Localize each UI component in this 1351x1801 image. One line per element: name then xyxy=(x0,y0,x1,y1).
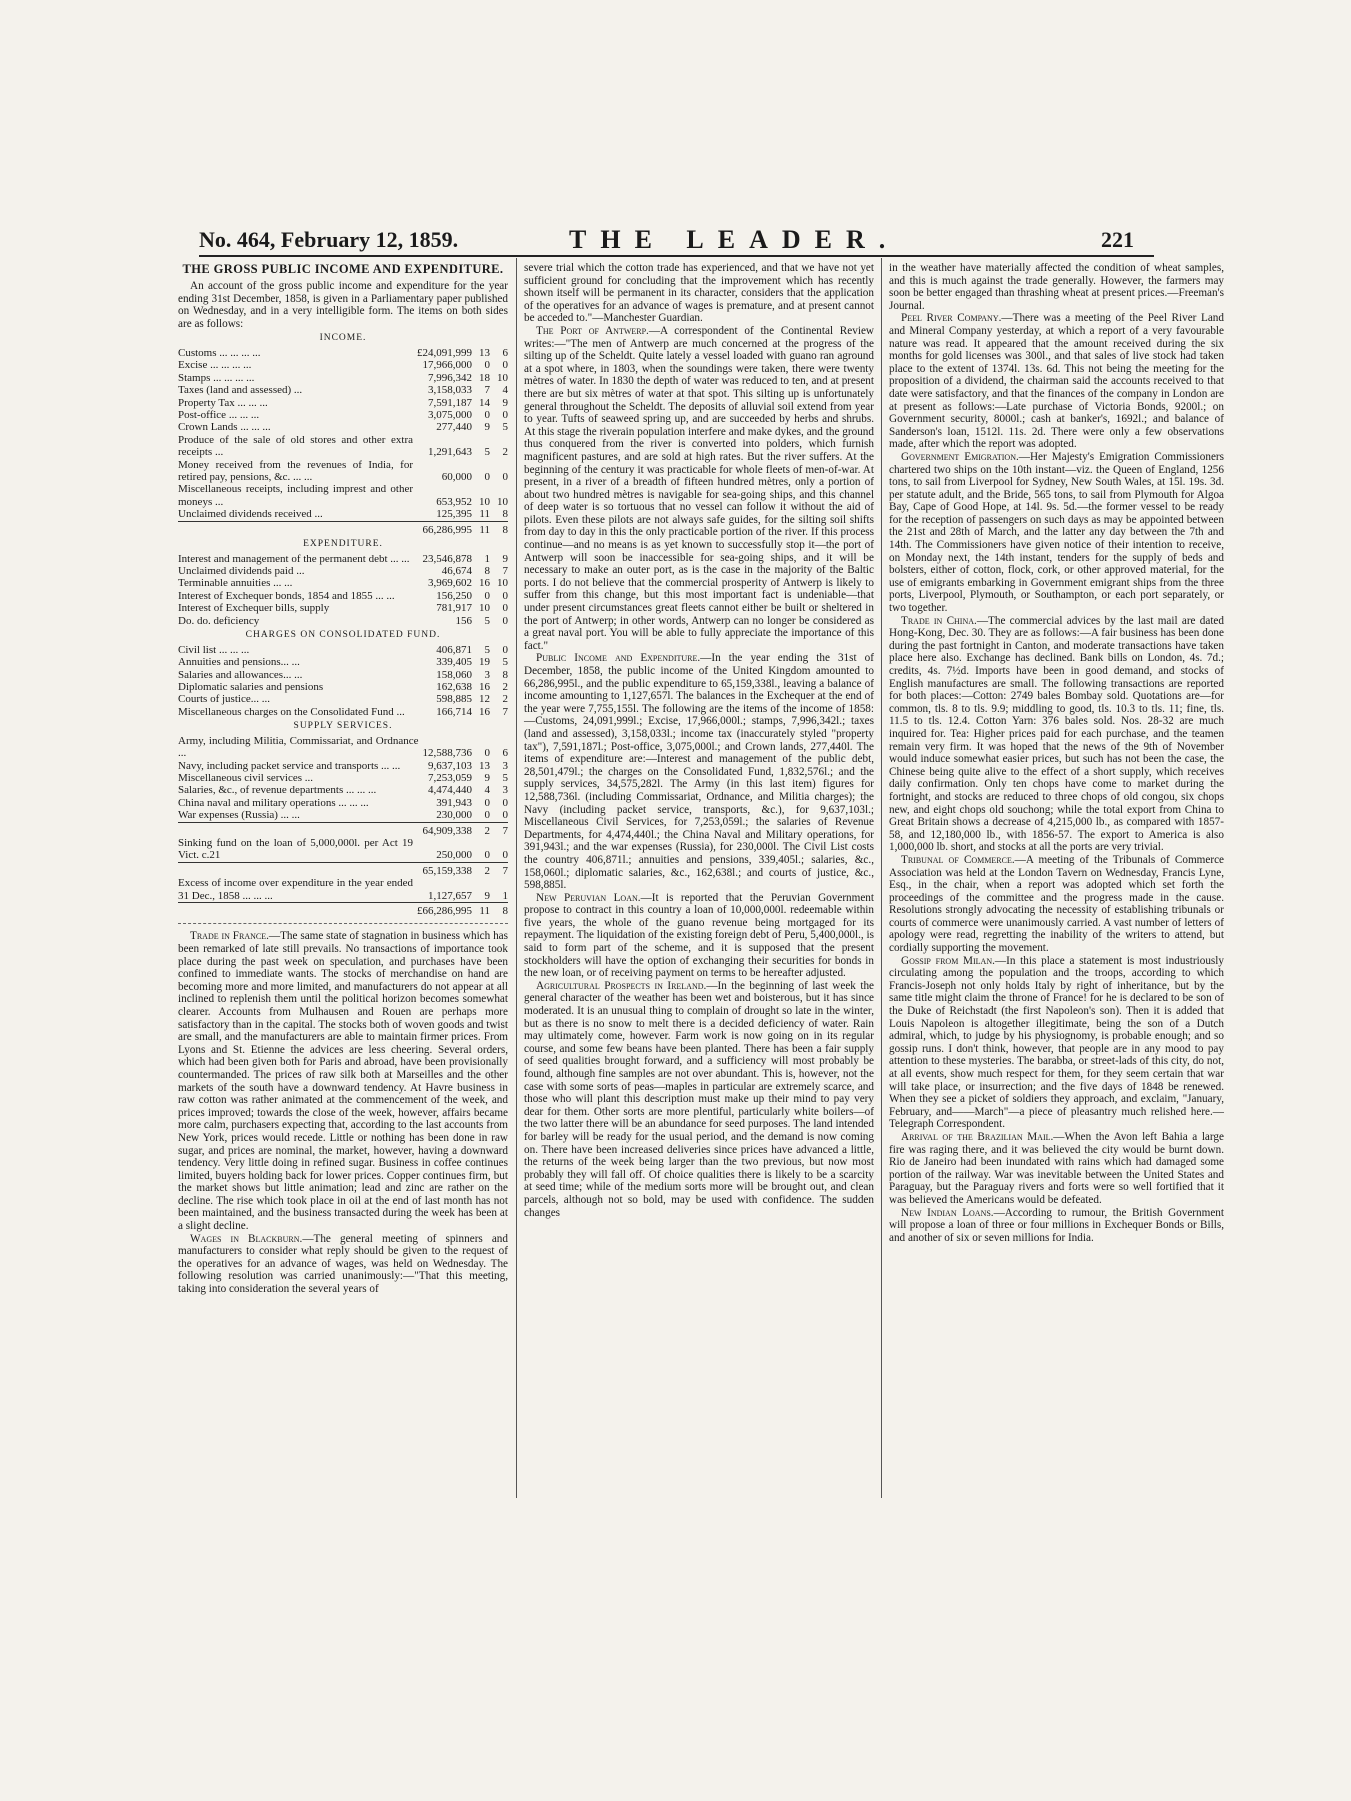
expenditure-heading: EXPENDITURE. xyxy=(303,539,383,550)
article-heading: The Port of Antwerp. xyxy=(536,324,649,337)
column-1 xyxy=(178,262,508,1296)
article-heading: New Indian Loans. xyxy=(901,1206,994,1219)
consolidated-heading: CHARGES ON CONSOLIDATED FUND. xyxy=(245,630,441,641)
article-text: —In the year ending the 31st of December, 1858, the public income of the United Kingdom amounted to 66,286,995l., and the public expenditure to 65,159,338l., leaving a balance of income amounting to 1,127,657l. The balances in the Exchequer at the end of the year were 7,755,155l. The following are the items of the income of 1858:—Customs, 24,091,999l.; Excise, 17,966,000l.; stamps, 7,996,342l.; taxes (land and assessed), 3,158,033l.; income tax (inaccurately styled "property tax"), 7,591,187l.; Post-office, 3,075,000l.; and Crown lands, 277,440l. The items of expenditure are:—Interest and management of the public debt, 28,501,479l.; the charges on the Consolidated Fund, 1,832,576l.; and the supply services, 34,575,282l. The Army (in this last item) figures for 12,588,736l. (including Commissariat, Ordnance, and Militia charges); the Navy (including packet service, transports, &c.), for 9,637,103l.; Miscellaneous Civil Services, for 7,253,059l.; the salaries of Revenue Departments, for 4,474,440l.; the China Naval and Military operations, for 391,943l.; and the war expenses (Russia), for 230,000l. The Civil List costs the country 406,871l.; annuities and pensions, 339,405l.; salaries, &c., 158,060l.; diplomatic salaries, &c., 162,638l.; and courts of justice, &c., 598,885l. xyxy=(524,652,874,892)
article-heading: Tribunal of Commerce. xyxy=(901,853,1015,866)
article-heading: Government Emigration. xyxy=(901,450,1019,463)
row-label: Excise ... ... ... ... xyxy=(178,359,252,372)
income-heading: INCOME. xyxy=(319,333,367,344)
grand-total-row: £66,286,995 11 8 xyxy=(178,903,508,918)
account-row xyxy=(178,706,508,718)
consolidated-table xyxy=(178,644,508,718)
row-label: Crown Lands ... ... ... xyxy=(178,421,271,434)
account-row xyxy=(178,359,508,371)
account-row xyxy=(178,615,508,627)
row-label: Civil list ... ... ... xyxy=(178,643,250,656)
row-pounds: 7,591,187 xyxy=(428,396,472,409)
row-pounds: 781,917 xyxy=(436,602,472,615)
row-shillings: 13 xyxy=(479,346,490,359)
row-shillings: 5 xyxy=(484,446,490,459)
section-title: THE GROSS PUBLIC INCOME AND EXPENDITURE. xyxy=(182,262,504,276)
column-3 xyxy=(889,262,1224,1244)
article-paragraph xyxy=(524,892,874,980)
article-paragraph xyxy=(889,1131,1224,1207)
row-shillings: 16 xyxy=(479,680,490,693)
row-label: Taxes (land and assessed) ... xyxy=(178,384,303,397)
row-label: Post-office ... ... ... xyxy=(178,409,260,421)
row-label: Customs ... ... ... ... xyxy=(178,346,261,359)
row-pounds: 17,966,000 xyxy=(422,359,472,372)
row-shillings: 19 xyxy=(479,656,490,669)
account-row xyxy=(178,409,508,421)
article-paragraph xyxy=(524,652,874,891)
row-label: China naval and military operations ... ... ... xyxy=(178,796,369,809)
account-row xyxy=(178,693,508,705)
row-pence: 0 xyxy=(502,471,508,484)
row-label: Annuities and pensions... ... xyxy=(178,656,300,669)
row-shillings: 10 xyxy=(479,602,490,615)
row-pence: 0 xyxy=(502,643,508,656)
article-paragraph xyxy=(889,262,1224,312)
row-pence: 3 xyxy=(502,784,508,797)
row-pounds: 60,000 xyxy=(441,471,472,484)
row-shillings: 0 xyxy=(484,471,490,484)
intro-paragraph: An account of the gross public income and expenditure for the year ending 31st December, 1858, is given in a Parliamentary paper published on Wednesday, and in a very intelligible form. The items on both sides are as follows: xyxy=(178,280,508,330)
column-2 xyxy=(524,262,874,1219)
row-label: Miscellaneous receipts, including imprest and other moneys ... xyxy=(178,483,413,508)
row-pounds: 339,405 xyxy=(436,656,472,669)
row-pounds: 12,588,736 xyxy=(422,747,472,760)
article-paragraph xyxy=(178,930,508,1232)
subtotal-row: 65,159,338 2 7 xyxy=(178,862,508,877)
row-pounds: 391,943 xyxy=(436,796,472,809)
article-heading: Trade in China. xyxy=(901,614,977,627)
row-pence: 9 xyxy=(502,552,508,565)
article-text: —Her Majesty's Emigration Commissioners chartered two ships on the 10th instant—viz. the Queen of England, 1256 tons, to sail from Liverpool for Sydney, New South Wales, at 15l. 19s. 3d. per statute adult, and the Bride, 565 tons, to sail from Plymouth for Algoa Bay, Cape of Good Hope, at 14l. 9s. 5d.—the former vessel to be ready for the reception of passengers on such days as may be appointed between the 21st and 28th of March, and the latter any day between the 7th and 14th. The Commissioners have given notice of their intention to receive, on Monday next, the 14th instant, tenders for the supply of beds and bolsters, either of cotton, flock, cork, or other approved material, for the use of emigrants embarking in Government emigrant ships from the three ports, Liverpool, Plymouth, or Southampton, or each port separately, or two together. xyxy=(889,450,1224,615)
row-shillings: 3 xyxy=(484,668,490,681)
row-pence: 7 xyxy=(502,705,508,718)
subtotal-row: 64,909,338 2 7 xyxy=(178,822,508,837)
sinking-fund-row: Sinking fund on the loan of 5,000,000l. per Act 19 Vict. c.21 250,000 0 0 xyxy=(178,836,508,862)
article-text: —A meeting of the Tribunals of Commerce Association was held at the London Tavern on Wednesday, Francis Lyne, Esq., in the chair, when a report was adopted which set forth the proceedings of the committee and the progress made in the cause. Resolutions strongly advocating the necessity of establishing tribunals or courts of commerce were unanimously carried. A vast number of letters of apology were read, regretting the inability of the writers to attend, but cordially supporting the movement. xyxy=(889,853,1224,955)
row-pence: 2 xyxy=(502,693,508,706)
account-row xyxy=(178,797,508,809)
article-heading: Agricultural Prospects in Ireland. xyxy=(536,979,707,992)
row-pence: 0 xyxy=(502,602,508,615)
account-row xyxy=(178,784,508,796)
row-label: Property Tax ... ... ... xyxy=(178,396,268,409)
row-label: Do. do. deficiency xyxy=(178,614,260,627)
row-pence: 5 xyxy=(502,421,508,434)
row-pence: 0 xyxy=(502,614,508,627)
row-shillings: 16 xyxy=(479,577,490,590)
row-pence: 8 xyxy=(502,668,508,681)
article-paragraph xyxy=(889,451,1224,615)
row-pence: 5 xyxy=(502,771,508,784)
supply-heading: SUPPLY SERVICES. xyxy=(293,721,393,732)
row-label: Diplomatic salaries and pensions xyxy=(178,680,324,693)
account-row xyxy=(178,508,508,520)
article-text: —The general meeting of spinners and manufacturers to consider what reply should be given to the request of the operatives for an advance of wages, was held on Wednesday. The following resolution was carried unanimously:—"That this meeting, taking into consideration the several years of xyxy=(178,1232,508,1296)
article-paragraph xyxy=(524,262,874,325)
row-label: Stamps ... ... ... ... xyxy=(178,371,255,384)
row-label: Miscellaneous civil services ... xyxy=(178,771,314,784)
row-pounds: 1,291,643 xyxy=(428,446,472,459)
row-pounds: 7,253,059 xyxy=(428,771,472,784)
masthead xyxy=(199,223,1154,257)
row-label: Unclaimed dividends paid ... xyxy=(178,565,305,578)
article-heading: Gossip from Milan. xyxy=(901,954,995,967)
row-label: Army, including Militia, Commissariat, and Ordnance ... xyxy=(178,734,419,760)
column-rule xyxy=(881,258,882,1498)
row-label: Interest of Exchequer bills, supply xyxy=(178,602,330,615)
article-text: —When the Avon left Bahia a large fire was raging there, and it was believed the city would be burnt down. Rio de Janeiro had been inundated with rains which had damaged some portion of the railway. War was inevitable between the United States and Paraguay, but the Paraguay rivers and forts were so well fortified that it was believed the Americans would be defeated. xyxy=(889,1130,1224,1206)
row-pence: 2 xyxy=(502,680,508,693)
account-row xyxy=(178,602,508,614)
account-row xyxy=(178,760,508,772)
article-text: —In the beginning of last week the general character of the weather has been wet and boisterous, but it has since moderated. It is an unusual thing to complain of drought so late in the winter, but as there is no snow to melt there is a decided deficiency of water. Rain may ultimately come, however. Farm work is now going on in its regular course, and some few beans have been planted. There has been a fair supply of seed qualities brought forward, and a sufficiency will most probably be found, although fine samples are not over abundant. This is, however, not the case with some sorts of peas—maples in particular are extremely scarce, and those who will plant this description must make up their mind to pay very dear for them. Other sorts are more plentiful, particularly white boilers—of the two latter there will be an abundance for seed purposes. The land intended for barley will be ready for the usual period, and the demand is now coming on. There have been increased deliveries since prices have advanced a little, the returns of the week being larger than the two previous, but now most probably they will fall off. Of choice qualities there is likely to be a scarcity at seed time; while of the medium sorts more will be brought out, and clean parcels, although not so bold, may be used with confidence. The sudden changes xyxy=(524,979,875,1219)
row-pounds: 166,714 xyxy=(436,705,472,718)
row-shillings: 16 xyxy=(479,705,490,718)
row-label: Courts of justice... ... xyxy=(178,693,270,706)
row-pounds: 156,250 xyxy=(436,589,472,602)
issue-date: No. 464, February 12, 1859. xyxy=(199,227,459,252)
account-row xyxy=(178,397,508,409)
account-row xyxy=(178,644,508,656)
account-row xyxy=(178,656,508,668)
row-shillings: 14 xyxy=(479,396,490,409)
account-row xyxy=(178,347,508,359)
row-label: Unclaimed dividends received ... xyxy=(178,508,323,521)
row-pounds: 230,000 xyxy=(436,809,472,822)
row-shillings: 0 xyxy=(484,359,490,372)
row-shillings: 5 xyxy=(484,643,490,656)
row-label: Salaries, &c., of revenue departments ... ... ... xyxy=(178,784,377,797)
article-text: —In this place a statement is most industriously circulating among the population and the troops, according to which Francis-Joseph not only holds Italy by right of inheritance, but by the same title might claim the throne of France! for he is declared to be son of the Duke of Reichstadt (the first Napoleon's son). Then it is added that Louis Napoleon is altogether illegitimate, being the son of a Dutch admiral, which, to judge by his physiognomy, is probable enough; and so gossip runs. I don't think, however, that people are in any mood to pay attention to these mysteries. The barabba, or street-lads of this city, do not, at all events, show much respect for them, for they seem certain that war will take place, or insurrection; and the five days of 1848 be renewed. When they see a picket of soldiers they approach, and exclaim, "January, February, and——March"—a piece of pleasantry much relished here.—Telegraph Correspondent. xyxy=(889,954,1224,1131)
account-row xyxy=(178,809,508,821)
row-pounds: 277,440 xyxy=(436,421,472,434)
account-row xyxy=(178,565,508,577)
row-shillings: 12 xyxy=(479,693,490,706)
account-row xyxy=(178,434,508,459)
row-shillings: 1 xyxy=(484,552,490,565)
row-shillings: 0 xyxy=(484,409,490,421)
row-pounds: 3,158,033 xyxy=(428,384,472,397)
row-shillings: 10 xyxy=(479,495,490,508)
row-pence: 10 xyxy=(497,495,508,508)
newspaper-title: THE LEADER. xyxy=(569,225,900,254)
article-paragraph xyxy=(524,980,874,1219)
row-label: Produce of the sale of old stores and other extra receipts ... xyxy=(178,433,413,459)
row-shillings: 9 xyxy=(484,421,490,434)
row-pounds: 162,638 xyxy=(436,680,472,693)
article-heading: New Peruvian Loan. xyxy=(536,891,641,904)
account-row xyxy=(178,590,508,602)
account-row xyxy=(178,483,508,508)
income-total-row: 66,286,995 11 8 xyxy=(178,521,508,536)
row-shillings: 4 xyxy=(484,784,490,797)
article-text: —According to rumour, the British Government will propose a loan of three or four millions in Exchequer Bonds or Bills, and another of six or seven millions for India. xyxy=(889,1206,1224,1244)
page-number: 221 xyxy=(1101,227,1134,252)
account-row xyxy=(178,681,508,693)
excess-row: Excess of income over expenditure in the year ended 31 Dec., 1858 ... ... ... 1,127,657 9 1 xyxy=(178,877,508,902)
row-pounds: £24,091,999 xyxy=(417,346,472,359)
row-pounds: 9,637,103 xyxy=(428,759,472,772)
row-shillings: 0 xyxy=(484,589,490,602)
row-pence: 6 xyxy=(502,346,508,359)
article-text: —There was a meeting of the Peel River Land and Mineral Company yesterday, at which a report of a very favourable nature was read. It appeared that the amount received during the six months for gold licenses was 300l., and that sales of live stock had taken place to the extent of 1374l. 13s. 6d. This not being the meeting for the proposition of a dividend, the chairman said the accounts received to that date were satisfactory, and that the finances of the company in London are at present as follows:—Late purchase of Victoria Bonds, 9200l.; on Government security, 8000l.; cash at banker's, 1692l.; and balance of Sanderson's loan, 1512l. 11s. 2d. There were only a few observations made, after which the report was adopted. xyxy=(889,312,1224,451)
row-pounds: 158,060 xyxy=(436,668,472,681)
article-paragraph xyxy=(524,325,874,652)
row-shillings: 7 xyxy=(484,384,490,397)
row-shillings: 5 xyxy=(484,614,490,627)
article-paragraph xyxy=(889,955,1224,1131)
row-pence: 8 xyxy=(502,508,508,521)
row-shillings: 8 xyxy=(484,565,490,578)
account-row xyxy=(178,372,508,384)
income-table xyxy=(178,347,508,521)
article-text: —The commercial advices by the last mail are dated Hong-Kong, Dec. 30. They are as follows:—A fair business has been done during the past fortnight in Canton, and moderate transactions have taken place here also. Exchange has declined. Bank bills on London, 4s. 7d.; credits, 4s. 7½d. Imports have been in good demand, and stocks of English manufactures are small. The following transactions are reported for both places:—Cotton: 2749 bales Bombay sold. Quotations are—for common, tls. 8 to tls. 9.9; middling to good, tls. 10.3 to tls. 11; fine, tls. 11.5 to tls. 12.4. Cotton Yarn: 376 bales sold. Nos. 28-32 are much inquired for. Tea: Higher prices paid for each purchase, and the teamen remain very firm. It was hoped that the news of the 9th of November would induce somewhat easier prices, but such has not been the case, the Chinese being quite alive to the effect of a short supply, which receives daily confirmation. Only ten chops have come to market during the fortnight, and stocks are reduced to three chops of old congou, six chops new, and eight chops old souchong; while the total export from China to Great Britain shows a decrease of 4,215,000 lb., as compared with 1857-58, and 12,180,000 lb., with 1856-57. The export to America is also 1,000,000 lb. short, and stocks at all the ports are very trivial. xyxy=(889,614,1224,854)
row-pence: 0 xyxy=(502,809,508,822)
account-row xyxy=(178,421,508,433)
row-pence: 6 xyxy=(502,747,508,760)
article-heading: Wages in Blackburn. xyxy=(190,1232,303,1245)
row-pence: 3 xyxy=(502,759,508,772)
row-label: Money received from the revenues of India, for retired pay, pensions, &c. ... ... xyxy=(178,458,413,484)
row-label: Salaries and allowances... ... xyxy=(178,668,303,681)
row-shillings: 0 xyxy=(484,747,490,760)
row-pence: 4 xyxy=(502,384,508,397)
row-pence: 7 xyxy=(502,565,508,578)
row-shillings: 18 xyxy=(479,371,490,384)
row-pounds: 46,674 xyxy=(441,565,472,578)
article-text: in the weather have materially affected the condition of wheat samples, and this is much against the trade generally. However, the farmers may soon be better engaged than thrashing wheat at present prices.—Freeman's Journal. xyxy=(889,262,1224,312)
account-row xyxy=(178,735,508,760)
row-pounds: 4,474,440 xyxy=(428,784,472,797)
row-label: Miscellaneous charges on the Consolidated Fund ... xyxy=(178,705,405,718)
row-pence: 0 xyxy=(502,589,508,602)
article-text: —It is reported that the Peruvian Government propose to contract in this country a loan of 10,000,000l. redeemable within five years, the whole of the guano revenue being mortgaged for its repayment. The liquidation of the existing foreign debt of Peru, 5,400,000l., is said to form part of the scheme, and it is supposed that the present stockholders will have the option of exchanging their securities for bonds in the new loan, or of receiving payment on terms to be hereafter adjusted. xyxy=(524,891,875,980)
row-shillings: 11 xyxy=(479,508,490,521)
row-label: Navy, including packet service and transports ... ... xyxy=(178,759,401,772)
account-row xyxy=(178,669,508,681)
row-pence: 10 xyxy=(497,577,508,590)
row-pounds: 3,075,000 xyxy=(428,409,472,421)
row-pounds: 406,871 xyxy=(436,643,472,656)
row-pounds: 156 xyxy=(455,614,472,627)
row-label: Interest of Exchequer bonds, 1854 and 1855 ... ... xyxy=(178,589,395,602)
article-text: severe trial which the cotton trade has experienced, and that we have not yet sufficient ground for concluding that the improvement which has recently shown itself will be permanent in its character, considers that the application of the operatives for an advance of wages is premature, and at present cannot be acceded to."—Manchester Guardian. xyxy=(524,262,874,325)
row-shillings: 0 xyxy=(484,809,490,822)
article-heading: Trade in France. xyxy=(190,930,269,943)
column-rule xyxy=(516,258,517,1498)
row-shillings: 0 xyxy=(484,796,490,809)
row-pounds: 3,969,602 xyxy=(428,577,472,590)
expenditure-table xyxy=(178,553,508,627)
row-pence: 0 xyxy=(502,359,508,372)
account-row xyxy=(178,772,508,784)
article-paragraph xyxy=(889,312,1224,451)
row-pence: 5 xyxy=(502,656,508,669)
row-pounds: 7,996,342 xyxy=(428,371,472,384)
row-pence: 10 xyxy=(497,371,508,384)
row-pounds: 125,395 xyxy=(436,508,472,521)
supply-table xyxy=(178,735,508,822)
divider xyxy=(178,923,508,924)
row-shillings: 13 xyxy=(479,759,490,772)
article-text: —A correspondent of the Continental Review writes:—"The men of Antwerp are much concerned at the progress of the silting up of the Scheldt. Quite lately a vessel loaded with guano ran aground at a spot where, in 1803, when the soundings were taken, there were twenty mètres of water. In 1830 the depth of water was reduced to ten, and at present there are but six mètres of water at that spot. This silting up is unfortunately general throughout the Scheldt. The deposits of alluvial soil extend from year to year. Tufts of seaweed spring up, and are succeeded by herbs and shrubs. At this stage the riverain population interfere and make dykes, and the ground thus conquered from the river is converted into polders, which furnish magnificent pastures, and are sold at high rates. But the river suffers. At the beginning of the century it was practicable for whole fleets of men-of-war. At present, in a river of a breadth of fifteen hundred mètres, only a portion of about two hundred mètres is navigable for sea-going ships, and this channel of deep water is so tortuous that no vessel can follow it without the aid of pilots. Even these pilots are not always safe guides, for the silting soil shifts from day to day in this the only practicable portion of the river. If this process continue—and no means is as yet known to successfully stop it—the port of Antwerp will soon be inaccessible for sea-going ships, and it will be necessary to make an outer port, as is the case in the majority of the Baltic ports. I do not believe that the commercial prosperity of Antwerp is likely to suffer from this change, but this most important fact is undeniable—that under present circumstances great fleets cannot either be built or sheltered in the port of Antwerp; in other words, Antwerp can no longer be considered as a great naval port. You will be able to fully appreciate the importance of this fact." xyxy=(524,324,874,652)
row-label: Interest and management of the permanent debt ... ... xyxy=(178,552,410,565)
row-pence: 0 xyxy=(502,796,508,809)
row-shillings: 9 xyxy=(484,771,490,784)
account-row xyxy=(178,384,508,396)
account-row xyxy=(178,459,508,484)
column-1-articles xyxy=(178,930,508,1295)
row-pence: 9 xyxy=(502,396,508,409)
article-heading: Public Income and Expenditure. xyxy=(536,652,701,665)
article-paragraph xyxy=(889,854,1224,955)
row-label: Terminable annuities ... ... xyxy=(178,577,293,590)
article-paragraph xyxy=(178,1233,508,1296)
row-label: War expenses (Russia) ... ... xyxy=(178,809,300,822)
account-row xyxy=(178,553,508,565)
row-pounds: 598,885 xyxy=(436,693,472,706)
row-pounds: 653,952 xyxy=(436,495,472,508)
row-pence: 0 xyxy=(502,409,508,421)
article-text: —The same state of stagnation in business which has been remarked of late still prevails. No transactions of importance took place during the past week on speculation, and purchases have been confined to immediate wants. The stocks of merchandise on hand are becoming more and more limited, and manufacturers do not appear at all inclined to replenish them until the political horizon becomes somewhat clearer. Accounts from Mulhausen and Rouen are perhaps more satisfactory than in the capital. The stocks both of woven goods and twist are small, and the manufacturers are able to maintain firmer prices. From Lyons and St. Etienne the advices are less cheering. Several orders, which had been given both for Paris and abroad, have been provisionally countermanded. The prices of raw silk both at Marseilles and the other markets of the south have a downward tendency. At Havre business in raw cotton was rather animated at the commencement of the week, and prices improved; towards the close of the week, however, affairs became more calm, purchasers expecting that, according to the last accounts from New York, prices would recede. Little or nothing has been done in raw sugar, and prices are nominal, the market, however, having a downward tendency. Very little doing in refined sugar. Business in coffee continues limited, buyers holding back for lower prices. Copper continues firm, but the market shows but little animation; lead and zinc are rather on the decline. The rise which took place in oil at the end of last month has not been maintained, and the business transacted during the week has been at a slight decline. xyxy=(178,930,509,1233)
account-row xyxy=(178,577,508,589)
row-pounds: 23,546,878 xyxy=(422,552,472,565)
article-paragraph xyxy=(889,1207,1224,1245)
article-heading: Arrival of the Brazilian Mail. xyxy=(901,1130,1054,1143)
article-heading: Peel River Company. xyxy=(901,312,1002,325)
article-paragraph xyxy=(889,615,1224,854)
row-pence: 2 xyxy=(502,446,508,459)
